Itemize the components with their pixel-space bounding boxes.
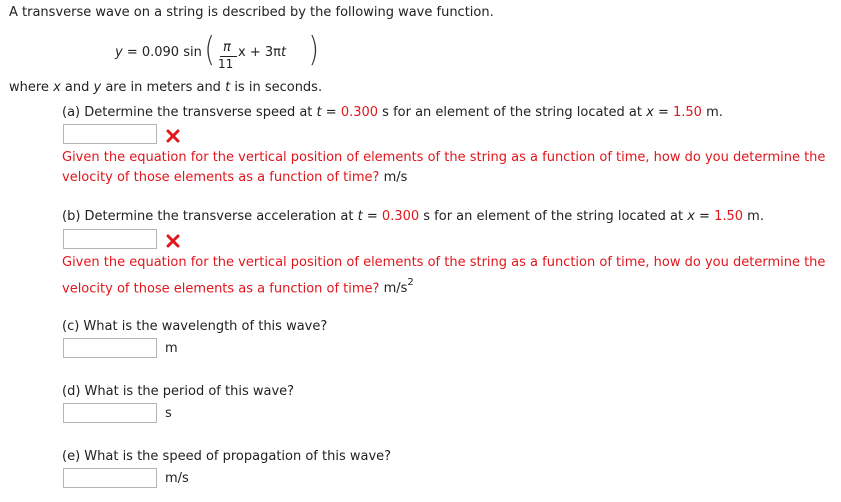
eq-y: y (115, 45, 123, 60)
incorrect-x-icon (166, 129, 180, 143)
part-a-hint-line2: velocity of those elements as a function of time? m/s (62, 170, 408, 185)
part-e-answer-input[interactable] (63, 468, 157, 488)
part-a-hint-line1: Given the equation for the vertical position of elements of the string as a function of time, how do you determine the (62, 150, 826, 165)
eq-x-term: x + 3 (238, 45, 274, 60)
part-b-hint-line1: Given the equation for the vertical position of elements of the string as a function of time, how do you determine the (62, 255, 826, 270)
part-b-hint-line2: velocity of those elements as a function of time? $m/s^2$ (62, 277, 414, 297)
eq-pi: π (273, 45, 281, 60)
problem-intro: A transverse wave on a string is described by the following wave function. (9, 5, 494, 20)
eq-fraction-numerator: π (223, 40, 231, 55)
part-d-question: (d) What is the period of this wave? (62, 384, 295, 399)
right-paren: ) (308, 30, 319, 70)
part-c-answer-input[interactable] (63, 338, 157, 358)
variable-definitions: where x and y are in meters and t is in seconds. (9, 80, 323, 95)
part-c-question: (c) What is the wavelength of this wave? (62, 319, 328, 334)
part-a-answer-input[interactable] (63, 124, 157, 144)
part-e-question: (e) What is the speed of propagation of this wave? (62, 449, 392, 464)
part-a-unit: m/s (383, 170, 408, 185)
part-b-question: (b) Determine the transverse acceleration at t = 0.300 s for an element of the string located at x = 1.50 m. (62, 209, 764, 224)
part-e-unit: m/s (165, 471, 189, 486)
eq-amplitude: = 0.090 sin (122, 45, 202, 60)
eq-t: t (280, 45, 287, 60)
part-a-question: (a) Determine the transverse speed at t = 0.300 s for an element of the string located at x = 1.50 m. (62, 105, 723, 120)
incorrect-x-icon (166, 234, 180, 248)
left-paren: ( (204, 30, 215, 70)
part-d-unit: s (165, 406, 172, 421)
part-b-answer-input[interactable] (63, 229, 157, 249)
part-d-answer-input[interactable] (63, 403, 157, 423)
part-c-unit: m (165, 341, 178, 356)
part-b-unit: $m/s^2$ (383, 277, 414, 297)
eq-fraction-denominator: 11 (218, 57, 234, 71)
